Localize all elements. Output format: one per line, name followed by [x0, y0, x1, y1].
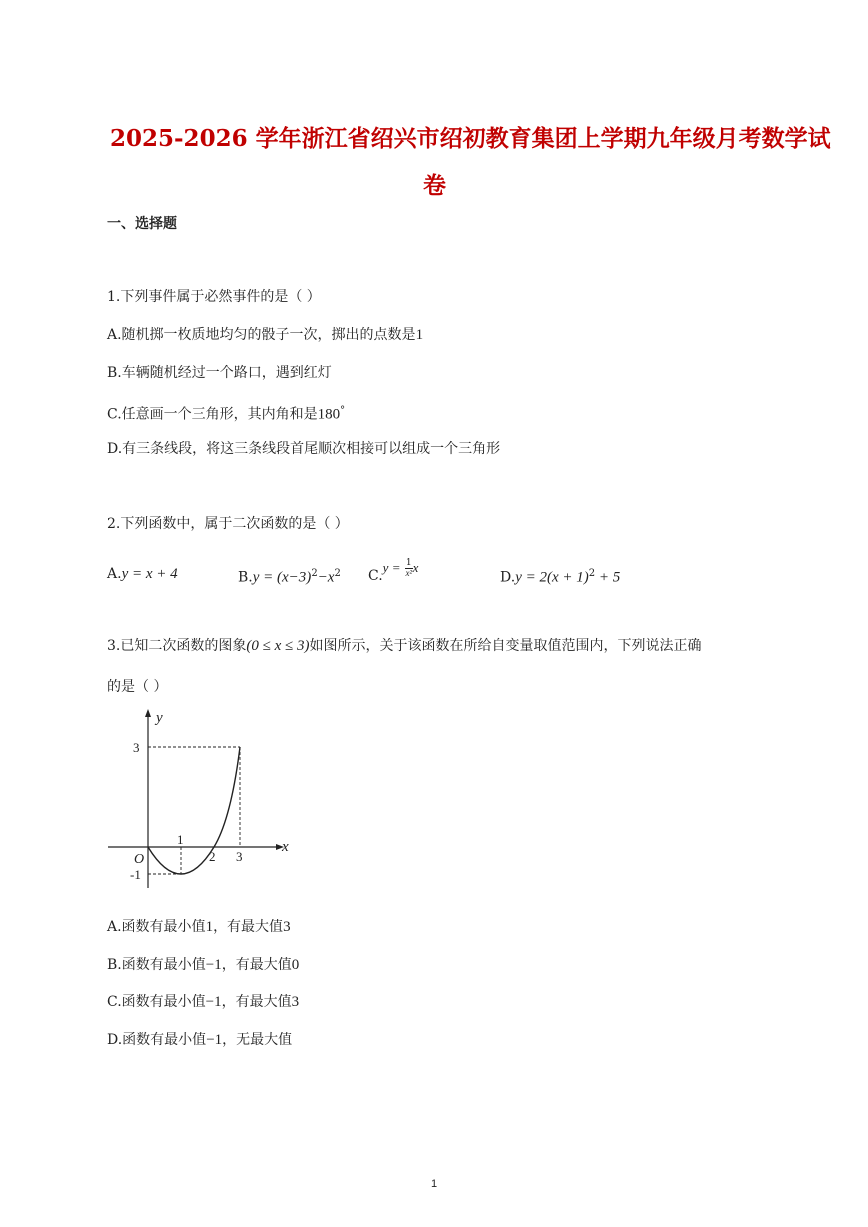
q2-d-label: D. [500, 569, 516, 586]
q2-b-math2: −x [317, 569, 335, 586]
q1-stem: 1.下列事件属于必然事件的是（ ） [107, 289, 321, 305]
q2-c-denominator: x² [405, 567, 413, 578]
parabola-curve [148, 747, 240, 874]
q2-a-math: y = x + 4 [121, 566, 178, 582]
q2-d-sup: 2 [588, 568, 596, 579]
page-number: 1 [431, 1178, 438, 1190]
q2-c-math1: y = [382, 560, 401, 575]
q2-b-label: B. [238, 569, 253, 586]
tick-label-x2: 2 [209, 849, 216, 864]
q3-b-v1: −1 [205, 957, 222, 973]
q3-option-d [107, 1030, 292, 1050]
q3-graph [100, 705, 300, 895]
q2-b-math1: y = (x−3) [252, 569, 312, 586]
q1-option-d: D.有三条线段，将这三条线段首尾顺次相接可以组成一个三角形 [107, 441, 501, 457]
doc-title-line2: 卷 [423, 172, 446, 199]
q2-d-math2: + 5 [595, 569, 621, 586]
q3-a-mid: ，有最大值 [213, 919, 284, 935]
q3-a-v1: 1 [205, 919, 214, 935]
q3-c-mid: ，有最大值 [221, 994, 292, 1010]
q3-c-text: C.函数有最小值 [107, 994, 206, 1010]
q3-a-text: A.函数有最小值 [107, 919, 206, 935]
q2-option-a [107, 564, 178, 584]
q1-option-c [107, 401, 345, 425]
q3-d-text: D.函数有最小值 [107, 1032, 207, 1048]
tick-label-x1: 1 [177, 832, 184, 847]
q2-stem: 2.下列函数中，属于二次函数的是（ ） [107, 516, 349, 532]
q2-option-c [368, 557, 419, 584]
q3-d-mid: ，无最大值 [222, 1032, 293, 1048]
q3-stem [107, 636, 701, 656]
tick-label-y3: 3 [133, 740, 140, 755]
q2-option-d [500, 564, 620, 588]
q3-stem-post: 如图所示，关于该函数在所给自变量取值范围内，下列说法正确 [309, 638, 702, 654]
q3-b-v2: 0 [291, 957, 300, 973]
q1-c-value: 180 [317, 406, 341, 423]
q3-a-v2: 3 [283, 919, 291, 935]
q3-c-v1: −1 [205, 994, 222, 1010]
q3-d-v1: −1 [206, 1032, 223, 1048]
q1-a-text: A.随机掷一枚质地均匀的骰子一次，掷出的点数是 [107, 327, 416, 343]
q2-d-math1: y = 2(x + 1) [515, 569, 589, 586]
q2-a-label: A. [107, 566, 122, 582]
q3-b-text: B.函数有最小值 [107, 957, 206, 973]
q3-stem-math: (0 ≤ x ≤ 3) [246, 638, 310, 654]
q2-option-b [238, 564, 341, 588]
q3-b-mid: ，有最大值 [221, 957, 292, 973]
q1-option-b: B.车辆随机经过一个路口，遇到红灯 [107, 365, 332, 381]
q2-b-sup2: 2 [334, 568, 341, 579]
q3-c-v2: 3 [291, 994, 300, 1010]
q3-stem-line2: 的是（ ） [107, 679, 168, 695]
q2-c-math2: x [412, 560, 419, 575]
doc-title-line1: 2025-2026 学年浙江省绍兴市绍初教育集团上学期九年级月考数学试 [110, 125, 831, 152]
q3-option-b [107, 955, 299, 975]
x-axis-label: x [282, 839, 289, 855]
q1-c-degree: ° [340, 405, 346, 416]
q1-a-value: 1 [415, 327, 424, 343]
section-heading: 一、选择题 [107, 216, 177, 232]
q3-option-c [107, 992, 299, 1012]
q2-b-sup1: 2 [311, 568, 318, 579]
q2-c-label: C. [368, 568, 383, 584]
tick-label-ym1: -1 [130, 867, 141, 882]
q2-c-numerator: 1 [405, 557, 412, 568]
q3-option-a [107, 917, 291, 937]
q1-c-text: C.任意画一个三角形，其内角和是 [107, 406, 318, 423]
origin-label: O [134, 852, 145, 867]
q3-stem-pre: 3.已知二次函数的图象 [107, 638, 247, 654]
q1-option-a [107, 325, 423, 345]
y-axis-arrow [145, 709, 151, 717]
q2-c-fraction [405, 559, 413, 578]
y-axis-label: y [156, 710, 163, 726]
tick-label-x3: 3 [236, 849, 243, 864]
